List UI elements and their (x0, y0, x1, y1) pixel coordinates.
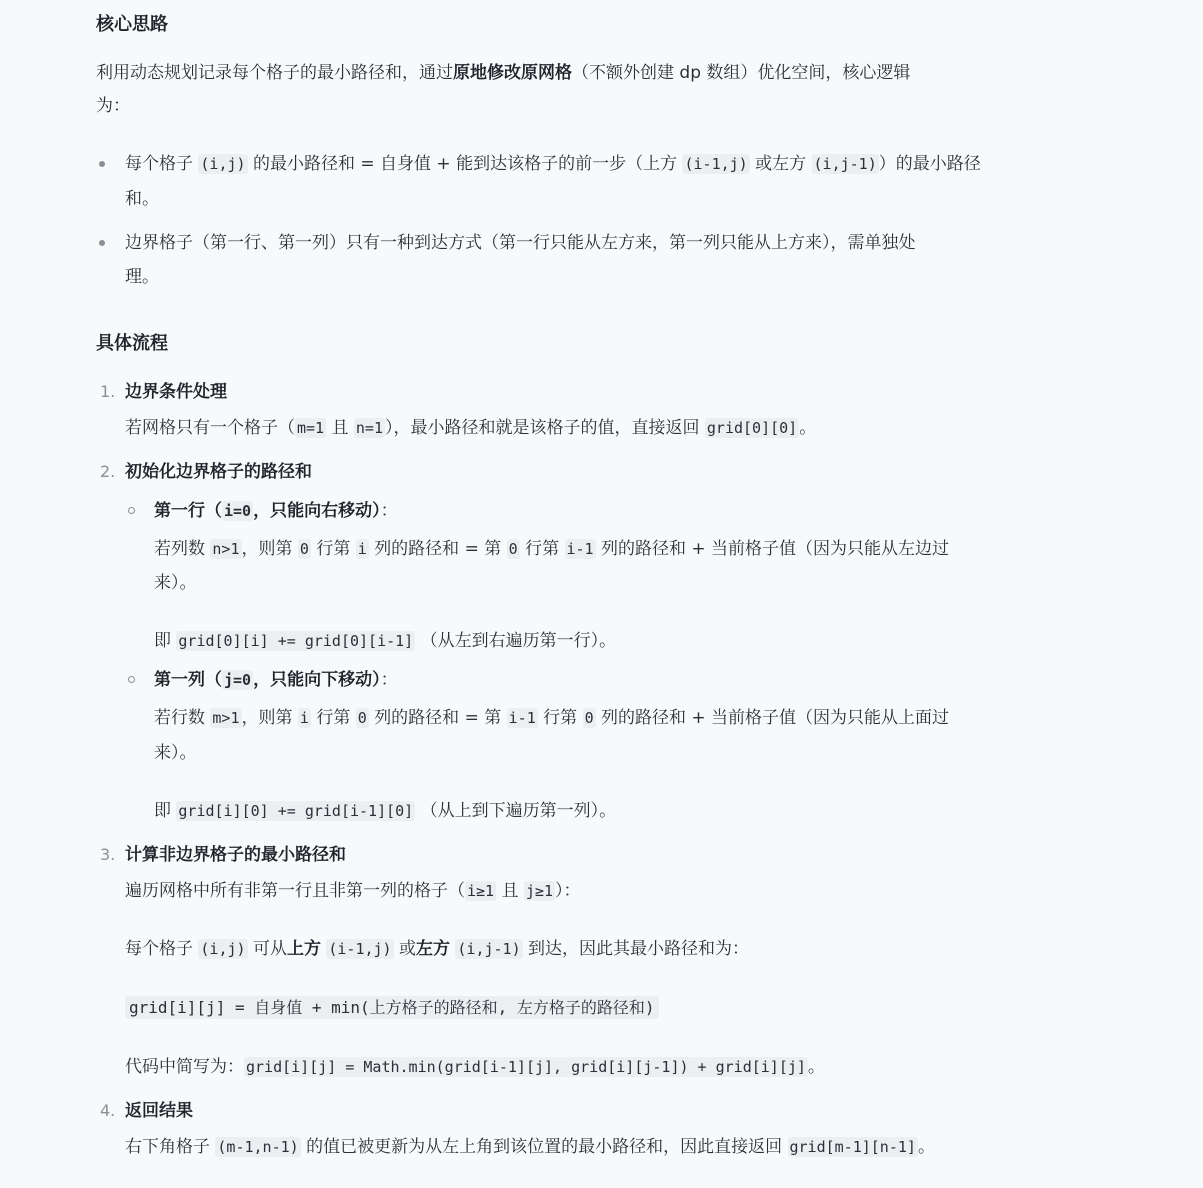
text: 的最小路径和 = 自身值 + 能到达该格子的前一步（上方 (252, 154, 678, 174)
text: ），最小路径和就是该格子的值，直接返回 (385, 418, 700, 438)
col-subtitle (154, 668, 398, 692)
text: 列的路径和 = 第 (374, 708, 502, 728)
text: 的值已被更新为从左上角到该位置的最小路径和，因此直接返回 (306, 1137, 783, 1157)
inline-code: grid[i][0] += grid[i-1][0] (178, 802, 414, 820)
section-title-flow: 具体流程 (96, 333, 168, 354)
section-title-core: 核心思路 (96, 14, 168, 35)
col-code-line (154, 799, 616, 823)
inline-code: n=1 (355, 419, 383, 437)
bold-text: 上方 (286, 939, 321, 959)
step-3-code-line (125, 1055, 825, 1079)
bold-text: 第一行（ (154, 501, 222, 521)
inline-code: i≥1 (467, 882, 495, 900)
inline-code: j=0 (224, 671, 252, 689)
text: ： (380, 670, 398, 690)
text: 且 (501, 881, 519, 901)
inline-code: grid[i][j] = Math.min(grid[i-1][j], grid[i][j-1]) + grid[i][j] (246, 1058, 806, 1076)
core-intro-line1 (96, 61, 910, 85)
text: ）： (555, 881, 581, 901)
inline-code: (i,j) (200, 940, 246, 958)
core-bullet-1-line1 (125, 152, 981, 176)
bold-text: 左方 (416, 939, 450, 959)
inline-code: 0 (299, 540, 309, 558)
step-4-title: 返回结果 (125, 1101, 193, 1121)
inline-code: (m-1,n-1) (217, 1138, 299, 1156)
text: 每个格子 (125, 939, 193, 959)
text: 且 (331, 418, 349, 438)
text: （从左到右遍历第一行）。 (420, 631, 617, 651)
inline-code: (i-1,j) (684, 155, 748, 173)
text: ）的最小路径 (878, 154, 981, 174)
inline-code: i=0 (224, 502, 252, 520)
text: 。 (917, 1137, 935, 1157)
inline-code: i-1 (566, 540, 594, 558)
core-bullet-2-line2: 理。 (125, 267, 159, 287)
inline-code: m=1 (297, 419, 325, 437)
step-number: 2. (100, 462, 116, 481)
text: 。 (807, 1057, 825, 1077)
inline-code: 0 (357, 709, 367, 727)
text: 即 (154, 631, 171, 651)
bullet-dot (99, 240, 105, 246)
row-subtitle (154, 499, 398, 523)
inline-code: n>1 (212, 540, 240, 558)
text: 右下角格子 (125, 1137, 210, 1157)
inline-code: grid[0][0] (706, 419, 798, 437)
step-number: 1. (100, 382, 116, 401)
text: 列的路径和 = 第 (374, 539, 502, 559)
text: 。 (799, 418, 817, 438)
inline-code: (i,j-1) (457, 940, 521, 958)
core-bullet-1-line2: 和。 (125, 189, 159, 209)
inline-code: (i,j) (200, 155, 246, 173)
bold-text: ，只能向右移动） (253, 501, 381, 521)
text: 若行数 (154, 708, 205, 728)
core-bullet-2-line1: 边界格子（第一行、第一列）只有一种到达方式（第一行只能从左方来，第一列只能从上方来），需单独处 (125, 233, 916, 253)
step-3-line1 (125, 879, 581, 903)
step-1-body (125, 416, 816, 440)
inline-code: i (357, 540, 367, 558)
row-code-line (154, 629, 616, 653)
inline-code: grid[0][i] += grid[0][i-1] (178, 632, 414, 650)
formula-code: grid[i][j] = 自身值 + min(上方格子的路径和, 左方格子的路径和) (125, 996, 659, 1019)
text: 每个格子 (125, 154, 193, 174)
text: 代码中简写为： (125, 1057, 244, 1077)
step-1-title: 边界条件处理 (125, 382, 227, 402)
text: （从上到下遍历第一列）。 (420, 801, 617, 821)
text: 或 (399, 939, 416, 959)
inline-code: i (299, 709, 309, 727)
text: 或左方 (755, 154, 807, 174)
inline-code: (i,j-1) (813, 155, 877, 173)
inline-code: j≥1 (525, 882, 553, 900)
core-intro-line2: 为： (96, 96, 130, 116)
text: 遍历网格中所有非第一行且非第一列的格子（ (125, 881, 465, 901)
inline-code: 0 (584, 709, 594, 727)
text: 可从 (252, 939, 287, 959)
step-number: 3. (100, 845, 116, 864)
bullet-dot (99, 161, 105, 167)
text: 列的路径和 + 当前格子值（因为只能从左边过 (601, 539, 950, 559)
step-3-title: 计算非边界格子的最小路径和 (125, 845, 346, 865)
row-desc-line1 (154, 537, 949, 561)
sub-bullet-circle (128, 507, 135, 514)
col-desc-line2: 来）。 (154, 743, 197, 763)
inline-code: grid[m-1][n-1] (789, 1138, 916, 1156)
step-3-formula (125, 996, 659, 1020)
text: 到达，因此其最小路径和为： (528, 939, 750, 959)
text: 利用动态规划记录每个格子的最小路径和，通过 (96, 63, 453, 83)
sub-bullet-circle (128, 676, 135, 683)
inline-code: (i-1,j) (328, 940, 392, 958)
text: ，则第 (241, 708, 293, 728)
text: 即 (154, 801, 171, 821)
text: 行第 (316, 708, 351, 728)
bold-text: ，只能向下移动） (253, 670, 381, 690)
text: 若网格只有一个格子（ (125, 418, 295, 438)
step-3-line2 (125, 937, 749, 961)
row-desc-line2: 来）。 (154, 573, 197, 593)
inline-code: m>1 (212, 709, 240, 727)
bold-text: 原地修改原网格 (453, 63, 572, 83)
inline-code: 0 (508, 540, 518, 558)
bold-text: 第一列（ (154, 670, 222, 690)
text: （不额外创建 dp 数组）优化空间，核心逻辑 (572, 63, 911, 83)
text: ： (380, 501, 398, 521)
text: 行第 (525, 539, 560, 559)
text: 行第 (543, 708, 578, 728)
col-desc-line1 (154, 706, 949, 730)
step-number: 4. (100, 1101, 116, 1120)
text: ，则第 (241, 539, 293, 559)
text: 行第 (316, 539, 351, 559)
text: 若列数 (154, 539, 205, 559)
step-4-body (125, 1135, 935, 1159)
text: 列的路径和 + 当前格子值（因为只能从上面过 (601, 708, 950, 728)
inline-code: i-1 (508, 709, 536, 727)
step-2-title: 初始化边界格子的路径和 (125, 462, 312, 482)
